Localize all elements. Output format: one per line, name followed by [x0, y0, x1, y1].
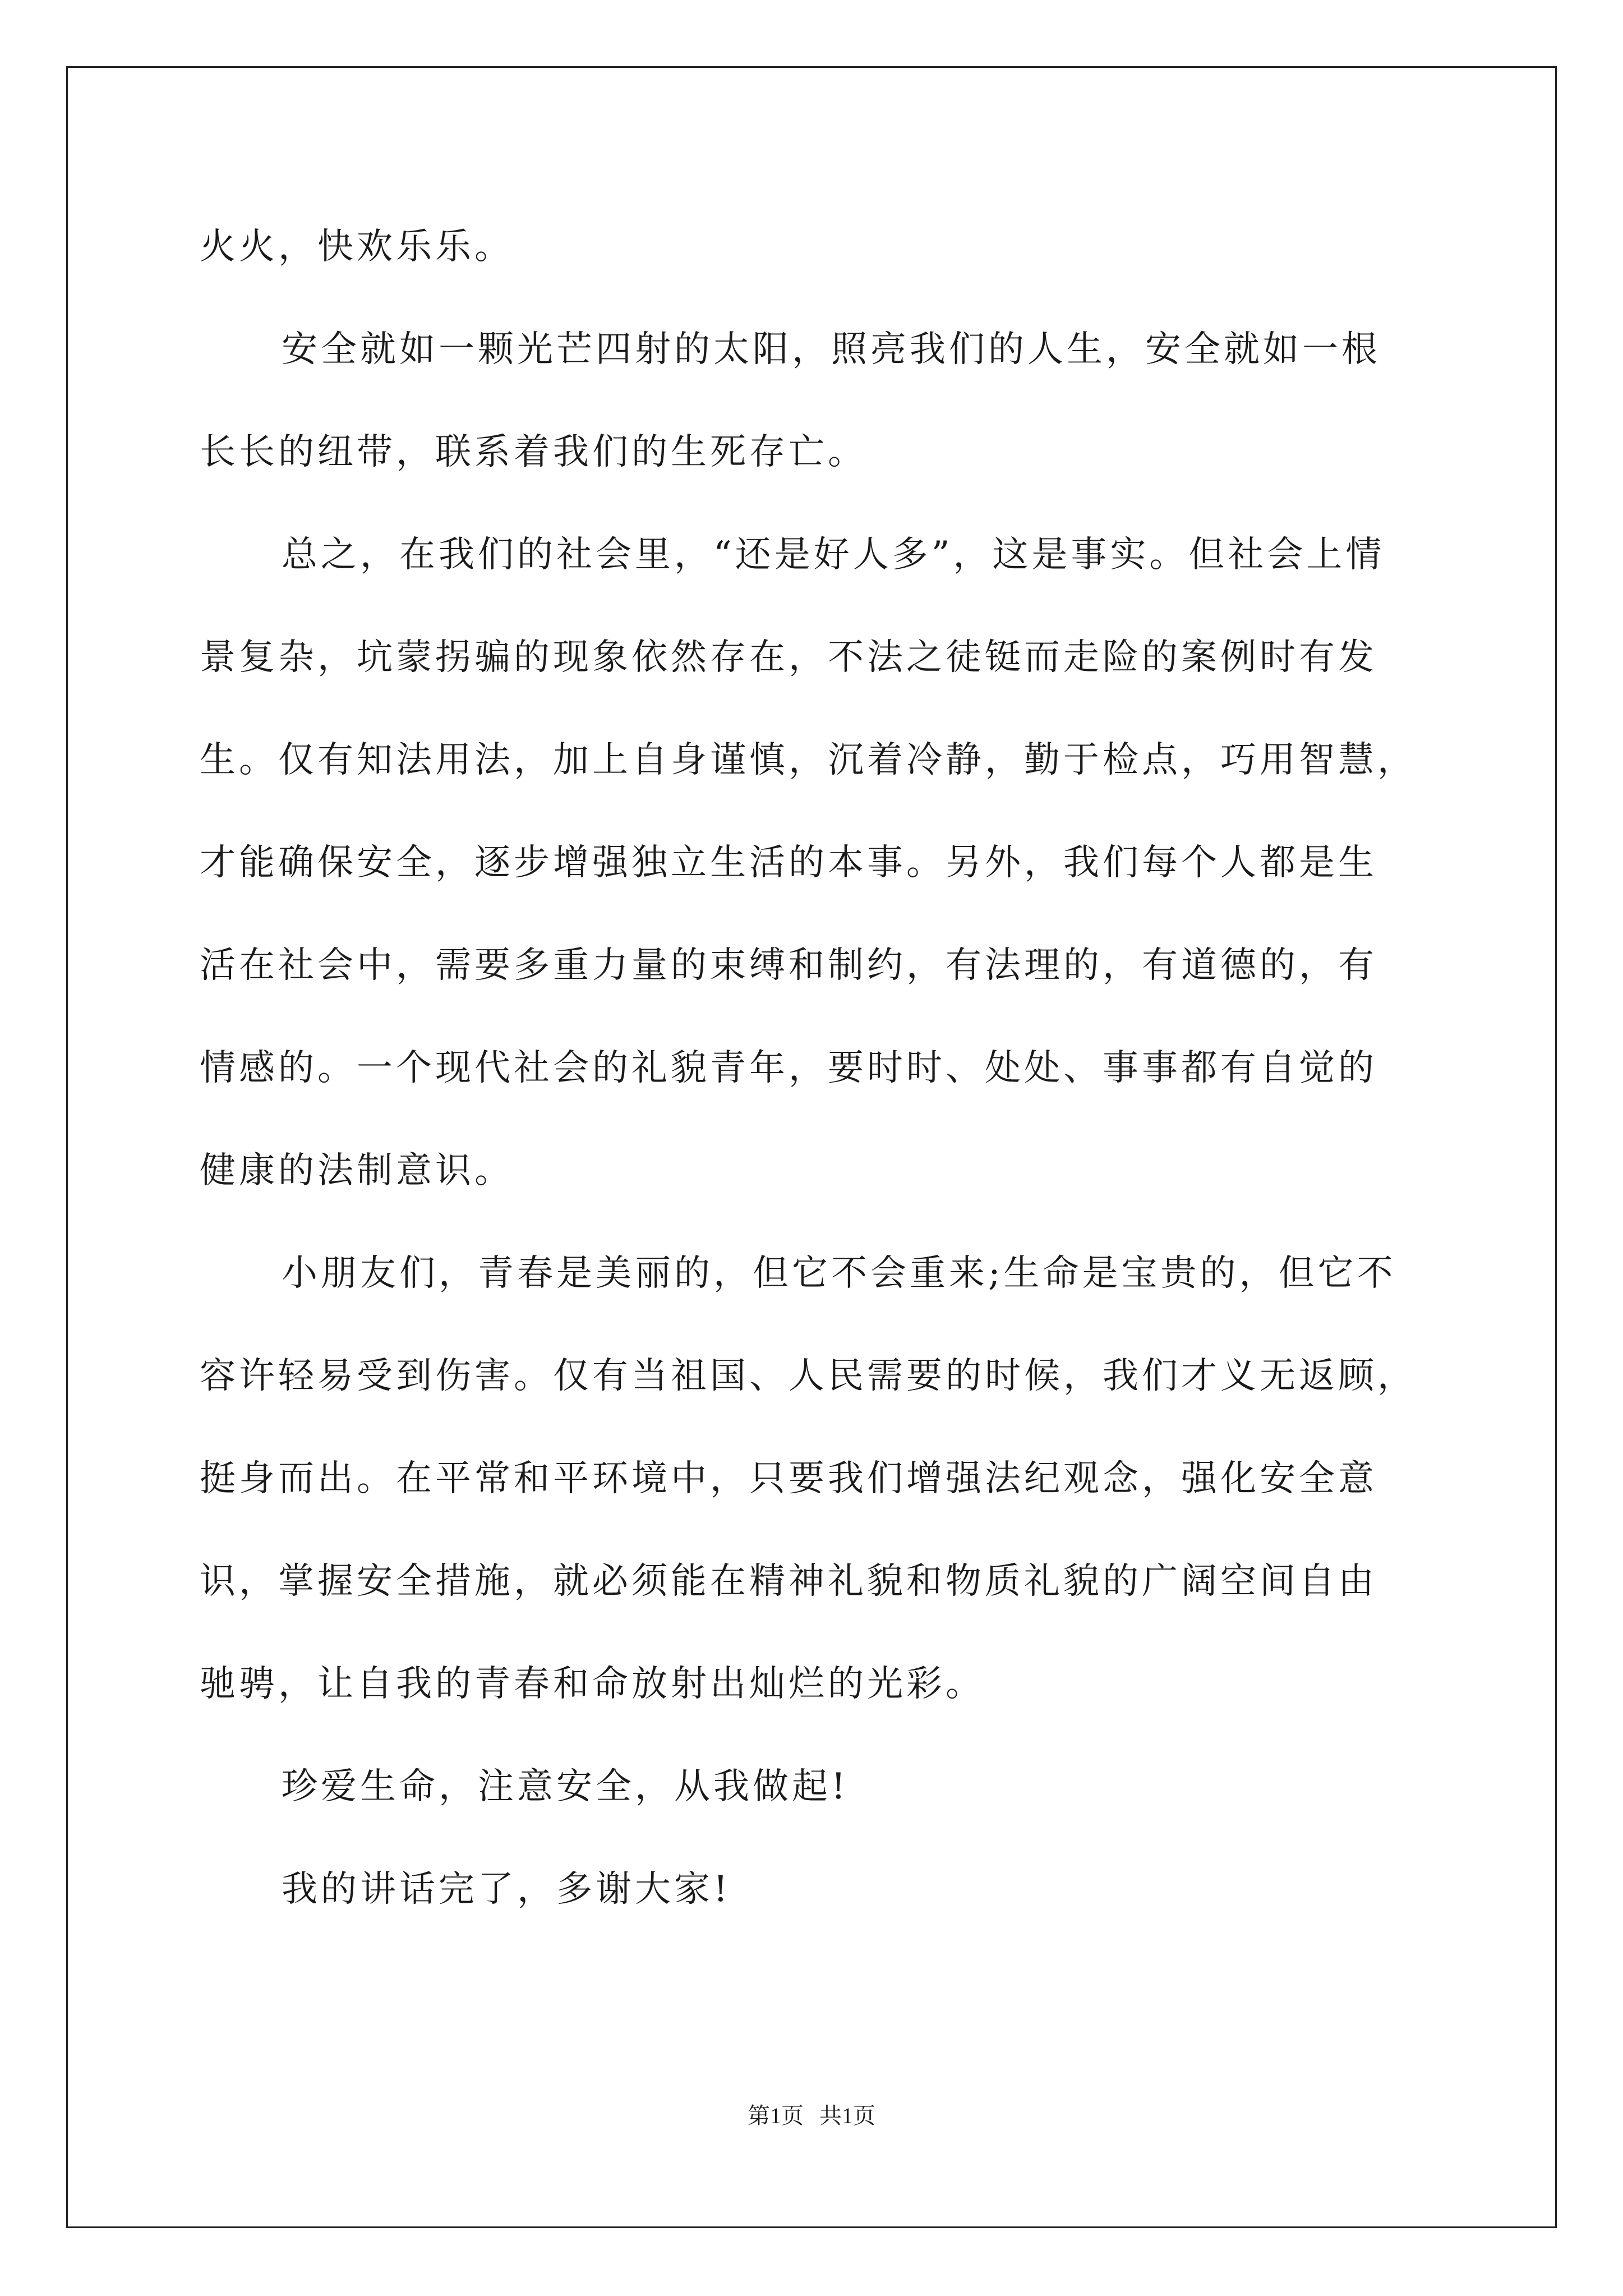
- page-footer: [0, 2098, 1623, 2130]
- text-line: 生。仅有知法用法，加上自身谨慎，沉着冷静，勤于检点，巧用智慧，: [200, 739, 1417, 781]
- page-total: 共1页: [819, 2103, 875, 2128]
- page-number: 第1页: [748, 2103, 804, 2128]
- text-line: 长长的纽带，联系着我们的生死存亡。: [200, 431, 867, 473]
- text-line: 珍爱生命，注意安全，从我做起!: [282, 1766, 849, 1807]
- text-line: 小朋友们，青春是美丽的，但它不会重来;生命是宝贵的，但它不: [282, 1253, 1396, 1294]
- text-line: 安全就如一颗光芒四射的太阳，照亮我们的人生，安全就如一根: [282, 329, 1381, 370]
- text-line: 火火，快欢乐乐。: [200, 226, 514, 268]
- text-line: 总之，在我们的社会里，“还是好人多”，这是事实。但社会上情: [282, 534, 1385, 576]
- text-line: 活在社会中，需要多重力量的束缚和制约，有法理的，有道德的，有: [200, 945, 1377, 986]
- text-line: 健康的法制意识。: [200, 1150, 514, 1191]
- text-line: 才能确保安全，逐步增强独立生活的本事。另外，我们每个人都是生: [200, 842, 1377, 884]
- text-line: 景复杂，坑蒙拐骗的现象依然存在，不法之徒铤而走险的案例时有发: [200, 637, 1377, 678]
- text-line: 我的讲话完了，多谢大家!: [282, 1869, 731, 1910]
- text-line: 挺身而出。在平常和平环境中，只要我们增强法纪观念，强化安全意: [200, 1458, 1377, 1499]
- text-line: 驰骋，让自我的青春和命放射出灿烂的光彩。: [200, 1663, 985, 1705]
- text-line: 情感的。一个现代社会的礼貌青年，要时时、处处、事事都有自觉的: [200, 1047, 1377, 1089]
- text-line: 容许轻易受到伤害。仅有当祖国、人民需要的时候，我们才义无返顾，: [200, 1355, 1417, 1397]
- text-line: 识，掌握安全措施，就必须能在精神礼貌和物质礼貌的广阔空间自由: [200, 1561, 1377, 1602]
